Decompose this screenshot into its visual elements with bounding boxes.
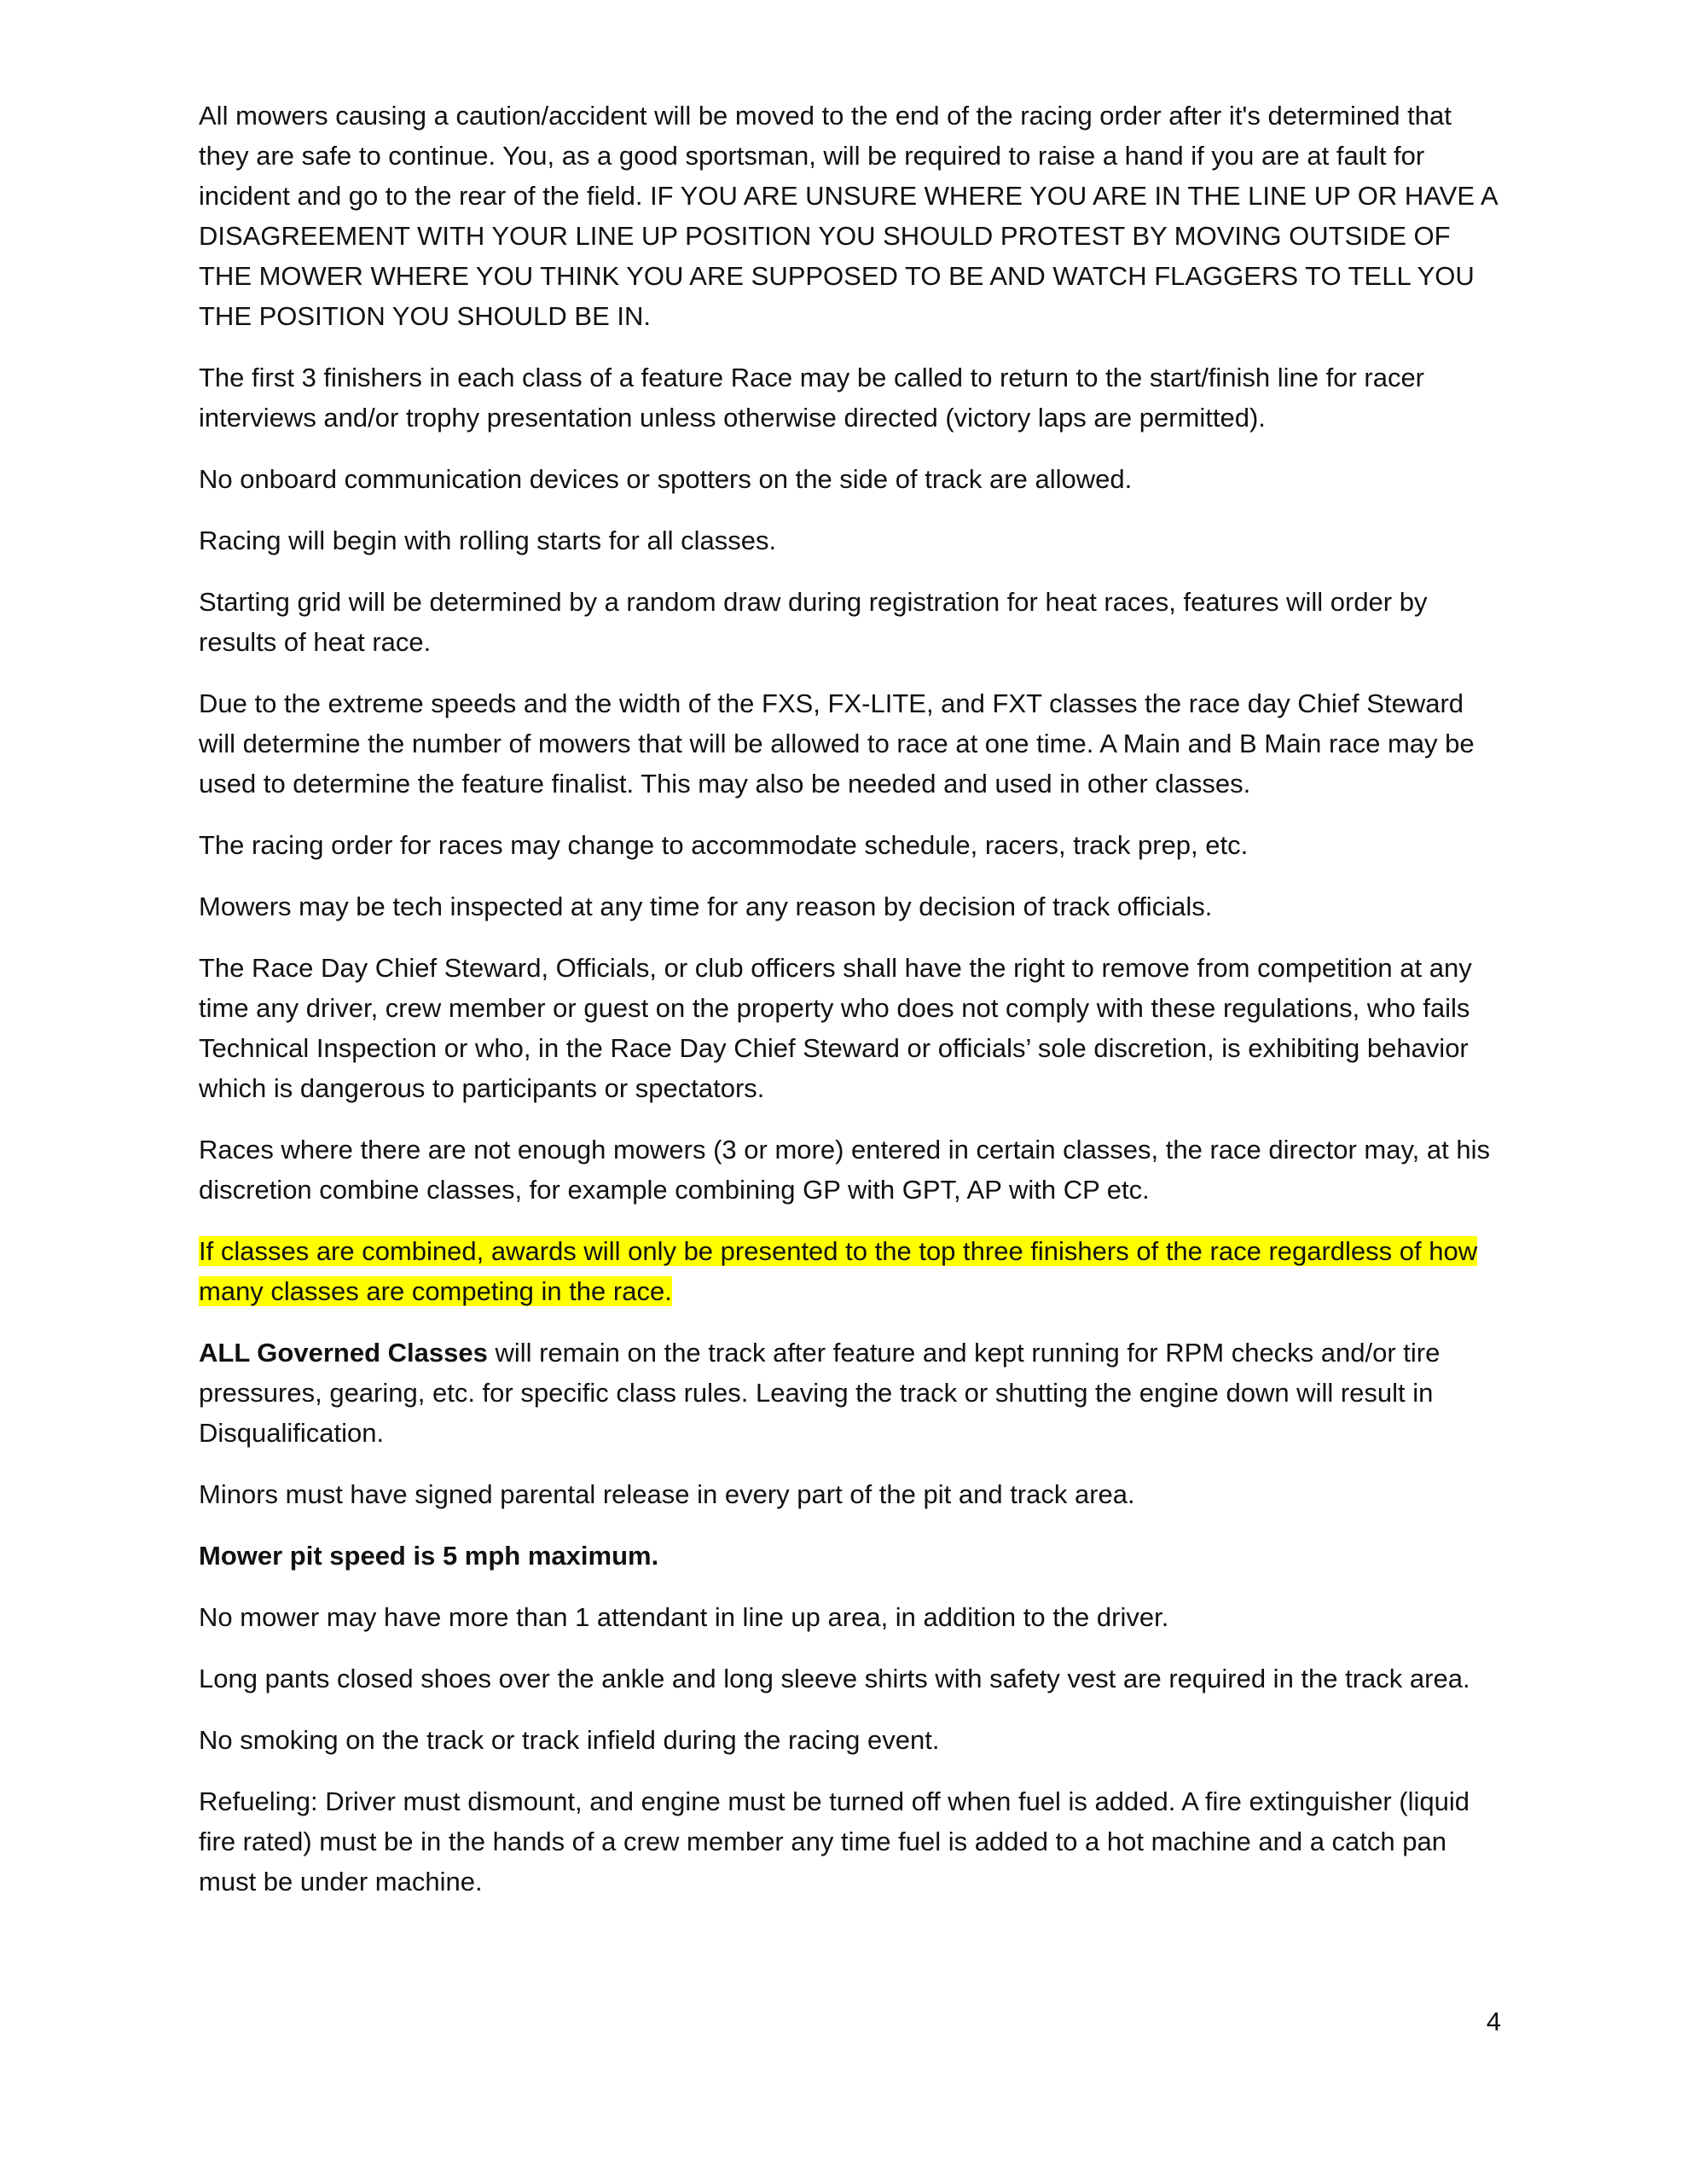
paragraph-caution-rules: All mowers causing a caution/accident will be moved to the end of the racing order after it's determined that they are safe to continue. You, as a good sportsman, will be required to raise a hand if you are at fault for incident and go to the rear of the field. IF YOU ARE UNSURE WHERE YOU ARE IN THE LINE UP OR HAVE A DISAGREEMENT WITH YOUR LINE UP POSITION YOU SHOULD PROTEST BY MOVING OUTSIDE OF THE MOWER WHERE YOU THINK YOU ARE SUPPOSED TO BE AND WATCH FLAGGERS TO TELL YOU THE POSITION YOU SHOULD BE IN.	[199, 101, 1497, 331]
paragraph-communication: No onboard communication devices or spotters on the side of track are allowed.	[199, 464, 1133, 494]
paragraph-combine-classes: Races where there are not enough mowers (3 or more) entered in certain classes, the race director may, at his discretion combine classes, for example combining GP with GPT, AP with CP etc.	[199, 1135, 1490, 1205]
paragraph-tech-inspection: Mowers may be tech inspected at any time for any reason by decision of track officials.	[199, 892, 1213, 921]
paragraph-combined-awards	[199, 1231, 1497, 1311]
paragraph-pit-speed: Mower pit speed is 5 mph maximum.	[199, 1541, 659, 1571]
paragraph-refueling: Refueling: Driver must dismount, and engine must be turned off when fuel is added. A fire extinguisher (liquid fire rated) must be in the hands of a crew member any time fuel is added to a hot machine and a catch pan must be under machine.	[199, 1786, 1470, 1896]
paragraph-clothing: Long pants closed shoes over the ankle and long sleeve shirts with safety vest are required in the track area.	[199, 1664, 1470, 1693]
paragraph-racing-order: The racing order for races may change to accommodate schedule, racers, track prep, etc.	[199, 830, 1249, 860]
paragraph-finishers: The first 3 finishers in each class of a feature Race may be called to return to the start/finish line for racer interviews and/or trophy presentation unless otherwise directed (victory laps are permitted).	[199, 363, 1425, 433]
paragraph-minors: Minors must have signed parental release in every part of the pit and track area.	[199, 1479, 1135, 1509]
paragraph-fx-classes: Due to the extreme speeds and the width of the FXS, FX-LITE, and FXT classes the race day Chief Steward will determine the number of mowers that will be allowed to race at one time. A Main and B Main race may be used to determine the feature finalist. This may also be needed and used in other classes.	[199, 688, 1475, 799]
page-number: 4	[1486, 2007, 1501, 2036]
governed-classes-text: will remain on the track after feature and kept running for RPM checks and/or tire pressures, gearing, etc. for specific class rules. Leaving the track or shutting the engine down will result in Disqualification.	[199, 1338, 1441, 1448]
governed-classes-label: ALL Governed Classes	[199, 1338, 488, 1368]
paragraph-no-smoking: No smoking on the track or track infield during the racing event.	[199, 1725, 940, 1755]
page-body	[199, 96, 1497, 1923]
paragraph-rolling-starts: Racing will begin with rolling starts for all classes.	[199, 526, 777, 555]
paragraph-starting-grid: Starting grid will be determined by a random draw during registration for heat races, features will order by results of heat race.	[199, 587, 1428, 657]
highlighted-text: If classes are combined, awards will only be presented to the top three finishers of the race regardless of how many classes are competing in the race.	[199, 1236, 1478, 1306]
paragraph-attendant: No mower may have more than 1 attendant in line up area, in addition to the driver.	[199, 1602, 1169, 1632]
paragraph-chief-steward: The Race Day Chief Steward, Officials, or club officers shall have the right to remove from competition at any time any driver, crew member or guest on the property who does not comply with these regulations, who fails Technical Inspection or who, in the Race Day Chief Steward or officials’ sole discretion, is exhibiting behavior which is dangerous to participants or spectators.	[199, 953, 1472, 1103]
paragraph-governed-classes	[199, 1333, 1497, 1453]
